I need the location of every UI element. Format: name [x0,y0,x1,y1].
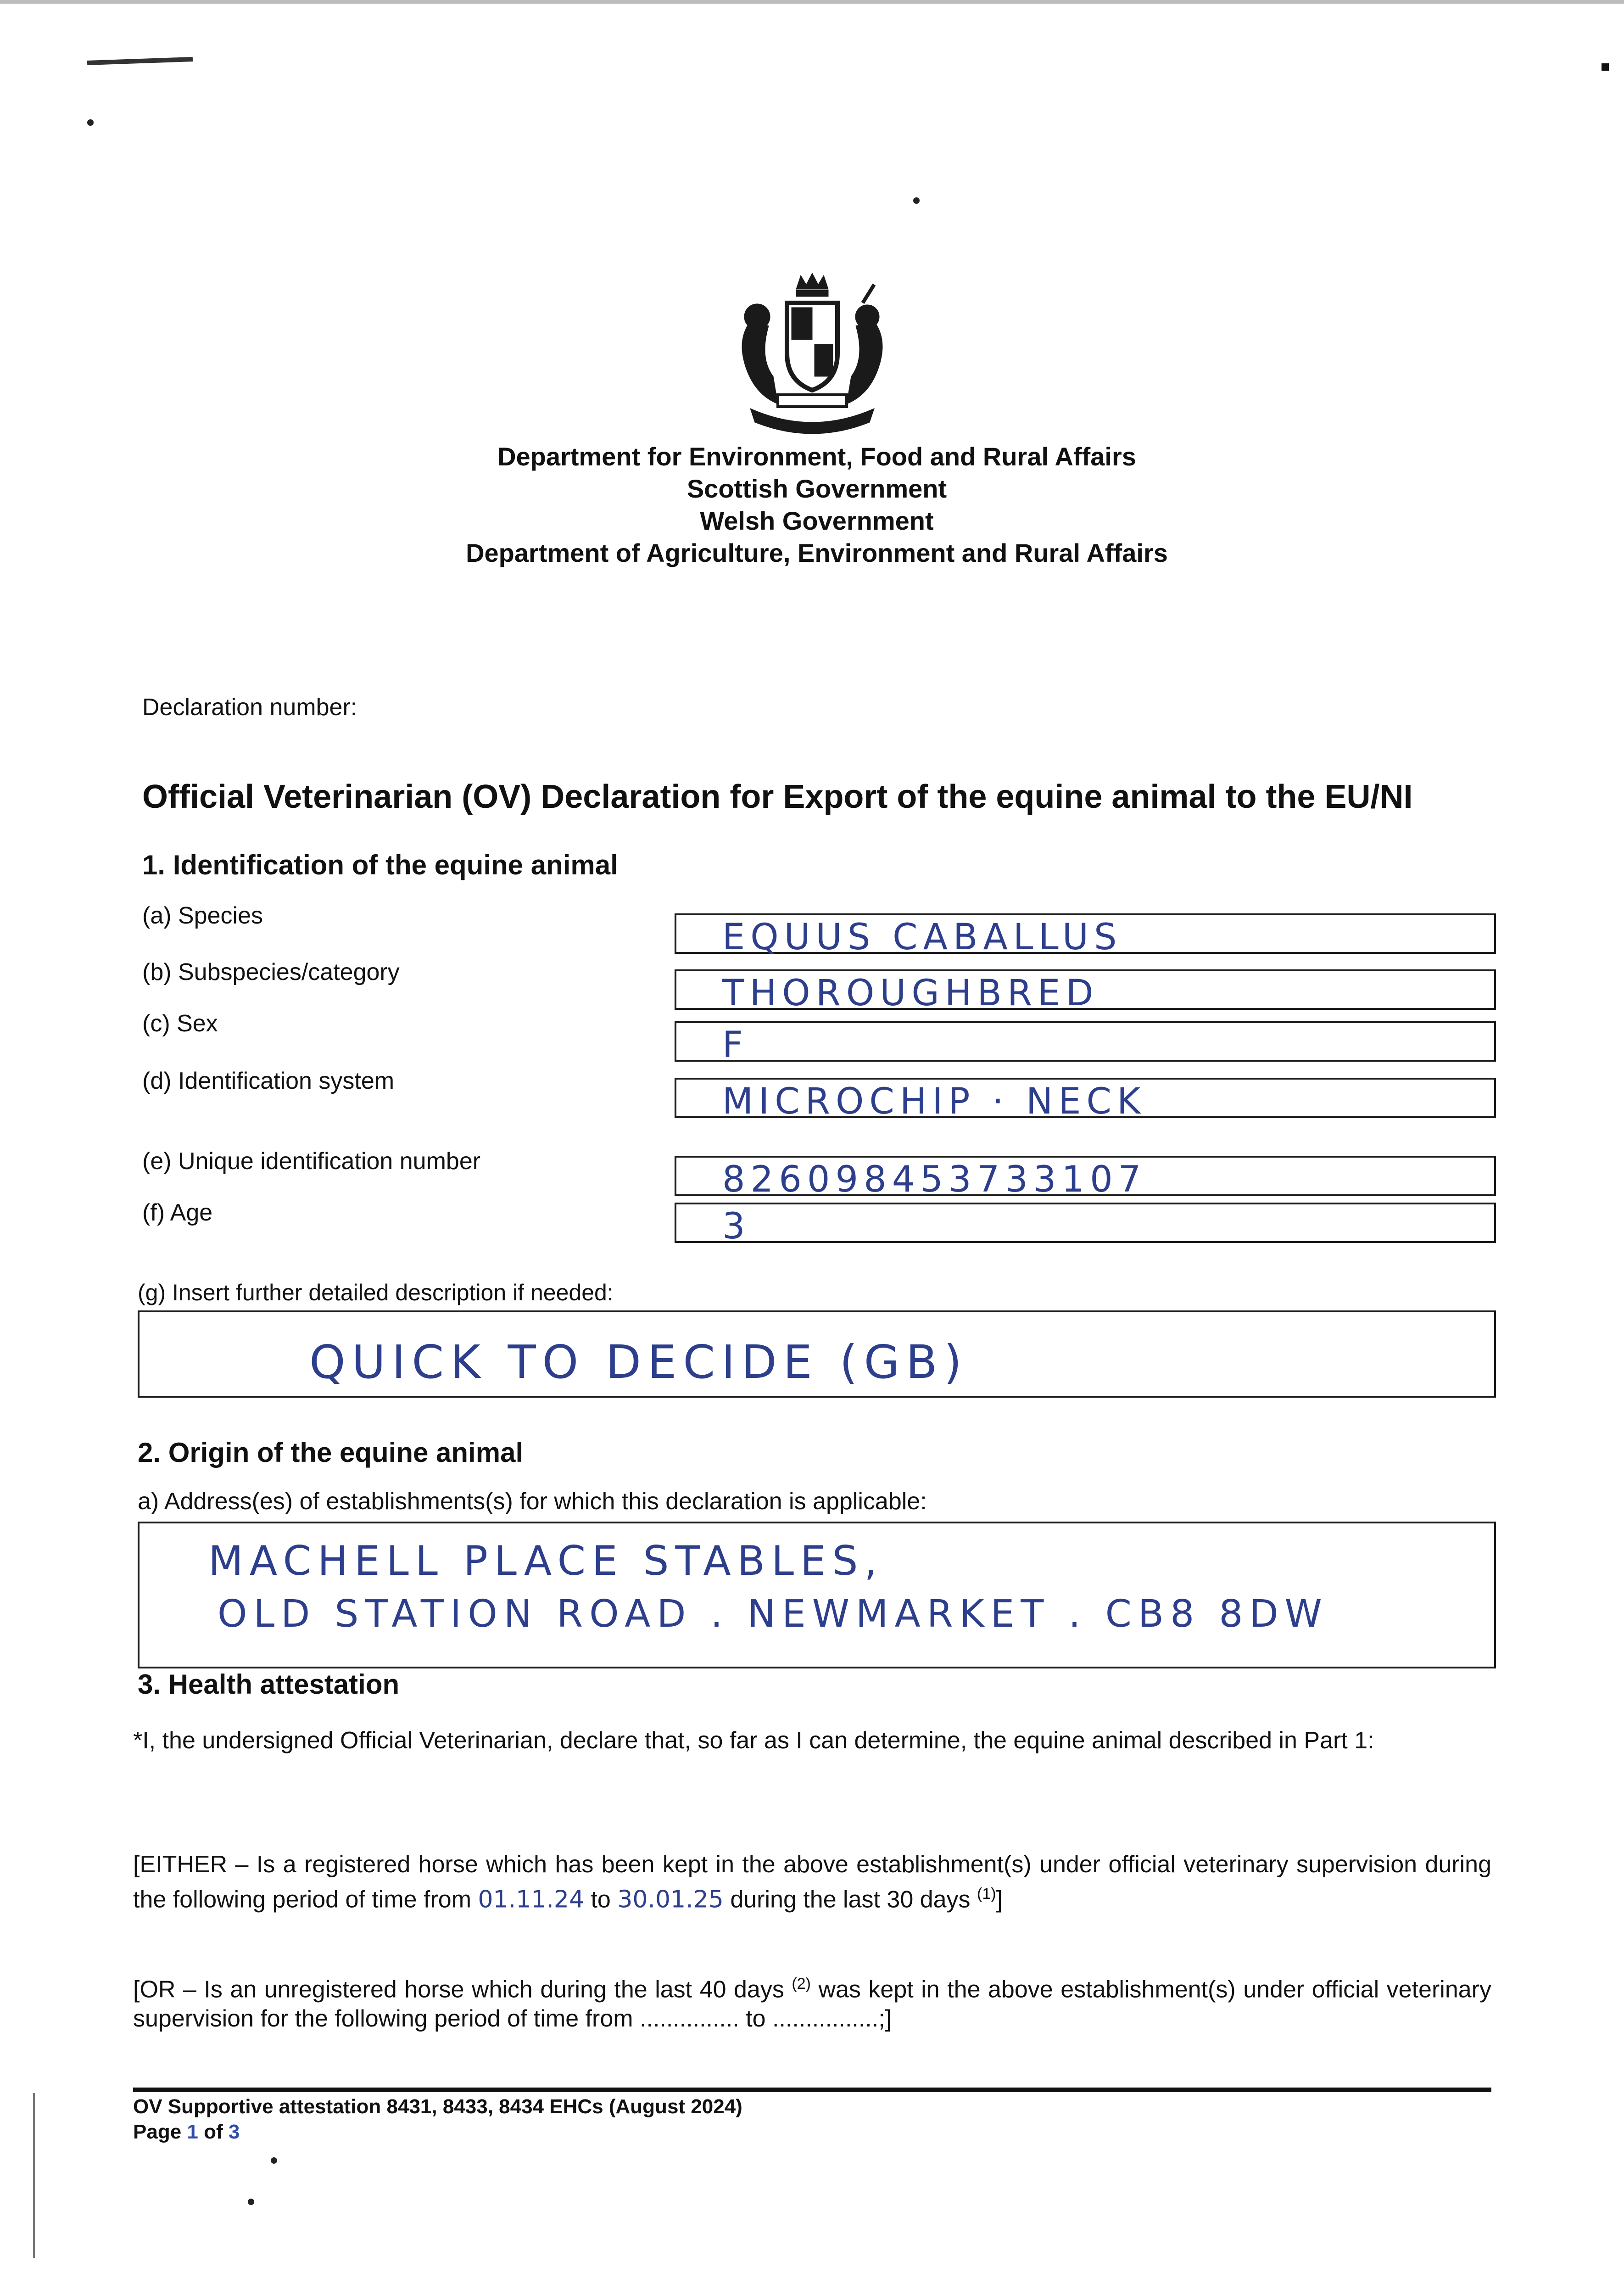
or-text-2: was kept in the above establishment(s) under official veterinary supervision for the following period of time from ............... to ................;] [133,1976,1491,2032]
age-field[interactable] [675,1203,1496,1247]
species-value: EQUUS CABALLUS [722,917,1122,958]
department-header [367,441,1267,569]
royal-coat-of-arms-logo [723,271,902,441]
species-field[interactable] [675,913,1496,958]
scan-dot [87,119,94,126]
either-statement: [EITHER – Is a registered horse which has been kept in the above establishment(s) under official veterinary supervision during the following period of time from 01.11.24 to 30.01.25 during the last 30 days $^{(1)}$] [133,1851,1491,1914]
sex-value: F [722,1024,748,1066]
species-label: (a) Species [142,902,263,929]
sex-label: (c) Sex [142,1010,218,1037]
or-text: [OR – Is an unregistered horse which during the last 40 days [133,1976,784,2003]
page-current: 1 [187,2121,198,2143]
further-description-value: QUICK TO DECIDE (GB) [309,1335,968,1389]
subspecies-field[interactable] [675,969,1496,1014]
or-statement [133,1969,1491,2033]
page-title: Official Veterinarian (OV) Declaration for Export of the equine animal to the EU/NI [142,778,1413,815]
identification-system-value: MICROCHIP · NECK [722,1081,1146,1122]
either-to-word: to [591,1886,611,1913]
unique-id-field[interactable] [675,1156,1496,1200]
scan-dot [913,197,920,204]
sex-field[interactable] [675,1021,1496,1066]
scan-mark [87,57,193,65]
subspecies-value: THOROUGHBRED [722,973,1099,1014]
identification-system-label: (d) Identification system [142,1068,395,1094]
subspecies-label: (b) Subspecies/category [142,959,400,985]
page-of: of [204,2121,223,2143]
department-name: Scottish Government [686,474,947,503]
department-name: Welsh Government [700,506,934,535]
either-tail: during the last 30 days [730,1886,971,1913]
scan-edge [33,2093,35,2258]
further-description-label: (g) Insert further detailed description if needed: [138,1280,614,1305]
address-line-2: OLD STATION ROAD . NEWMARKET . CB8 8DW [218,1592,1328,1636]
page-prefix: Page [133,2121,182,2143]
footer-rule [133,2088,1491,2092]
either-text: [EITHER – Is a registered horse which has been kept in the above establishment(s) under official veterinary supervision during the following period of time from [133,1851,1491,1913]
further-description-field[interactable] [138,1310,1496,1398]
page-total: 3 [228,2121,240,2143]
footer-reference: OV Supportive attestation 8431, 8433, 8434 EHCs (August 2024) [133,2095,742,2118]
identification-system-field[interactable] [675,1078,1496,1122]
declaration-number-label: Declaration number: [142,694,357,721]
department-name: Department for Environment, Food and Rural Affairs [497,442,1136,471]
health-attestation-intro: *I, the undersigned Official Veterinarian, declare that, so far as I can determine, the equine animal described in Part 1: [133,1727,1374,1754]
scan-mark [1602,63,1609,71]
age-value: 3 [722,1206,751,1247]
age-label: (f) Age [142,1199,213,1226]
section-2-heading: 2. Origin of the equine animal [138,1437,524,1468]
either-from-date: 01.11.24 [478,1886,585,1914]
address-field[interactable] [138,1522,1496,1668]
page-indicator [133,2121,240,2144]
scan-dot [248,2199,254,2205]
either-to-date: 30.01.25 [617,1886,724,1914]
section-1-heading: 1. Identification of the equine animal [142,850,618,880]
section-3-heading: 3. Health attestation [138,1669,400,1700]
footnote-1: (1) [977,1885,996,1903]
footnote-2: (2) [792,1975,811,1993]
unique-id-label: (e) Unique identification number [142,1148,481,1175]
address-label: a) Address(es) of establishments(s) for which this declaration is applicable: [138,1488,927,1515]
address-line-1: MACHELL PLACE STABLES, [208,1537,884,1584]
scan-dot [271,2157,277,2164]
unique-id-value: 826098453733107 [722,1159,1147,1200]
department-name: Department of Agriculture, Environment and Rural Affairs [466,538,1168,567]
page-top-edge [0,0,1624,4]
